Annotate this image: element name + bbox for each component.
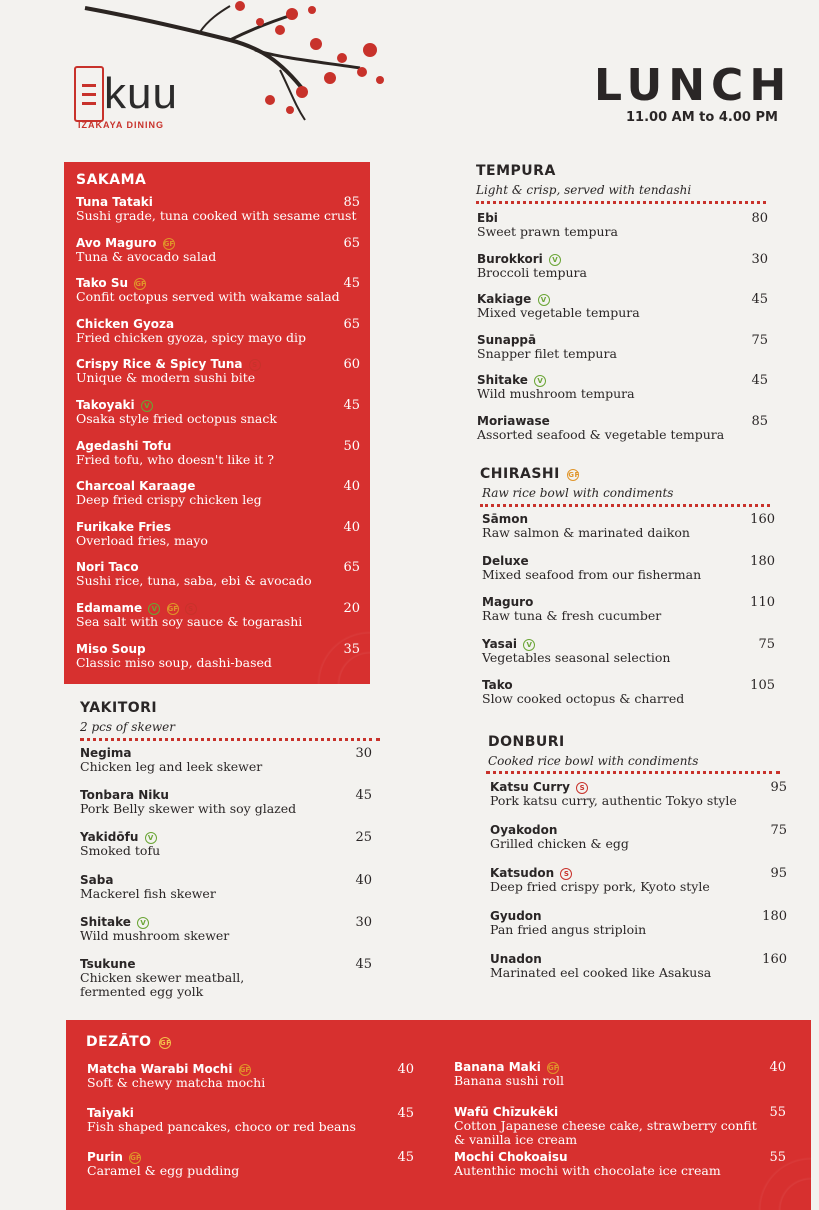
- tempura-divider: [476, 201, 766, 204]
- menu-item-price: 85: [343, 195, 360, 210]
- menu-item-price: 30: [355, 914, 372, 930]
- menu-item-name: Tsukune: [80, 957, 136, 971]
- menu-item-description: Broccoli tempura: [477, 264, 587, 280]
- menu-item-description: Osaka style fried octopus snack: [76, 411, 277, 426]
- menu-item-description: Sweet prawn tempura: [477, 224, 618, 239]
- menu-item-price: 65: [343, 560, 360, 576]
- menu-item-name: Katsudon: [490, 866, 555, 880]
- menu-item-price: 110: [750, 595, 775, 610]
- brand-name: kuu: [104, 69, 178, 118]
- menu-item: [76, 642, 272, 670]
- menu-item-description: Banana sushi roll: [454, 1073, 565, 1088]
- lunch-hours: 11.00 AM to 4.00 PM: [626, 110, 778, 125]
- brand-tagline: IZAKAYA DINING: [78, 120, 165, 130]
- menu-item-name: Sunappā: [477, 332, 537, 347]
- menu-item-description: Deep fried crispy chicken leg: [76, 492, 262, 508]
- menu-item-name: Miso Soup: [76, 641, 146, 656]
- menu-item: [490, 909, 646, 937]
- menu-item-price: 35: [343, 641, 360, 657]
- menu-item: [76, 276, 340, 304]
- chirashi-divider: [480, 504, 770, 507]
- menu-item-description: Unique & modern sushi bite: [76, 370, 256, 386]
- menu-item-name: Yasai: [482, 636, 518, 651]
- menu-item-price: 40: [769, 1060, 786, 1075]
- menu-item-name: Purin: [87, 1150, 123, 1164]
- menu-item: [454, 1060, 564, 1088]
- menu-item-name: Saba: [80, 872, 114, 887]
- menu-item-description: Sushi grade, tuna cooked with sesame crust: [76, 208, 357, 223]
- menu-item-description: Wild mushroom skewer: [80, 927, 230, 943]
- menu-item-name: Burokkori: [477, 251, 543, 266]
- menu-item-description: Pan fried angus striploin: [490, 922, 647, 937]
- menu-item: [87, 1150, 239, 1178]
- menu-item-name: Charcoal Karaage: [76, 479, 196, 494]
- menu-item-price: 95: [770, 866, 787, 881]
- menu-item-description: Chicken leg and leek skewer: [80, 759, 263, 774]
- menu-item-price: 160: [762, 952, 787, 967]
- menu-item-description: Sushi rice, tuna, saba, ebi & avocado: [76, 573, 312, 589]
- menu-item-price: 160: [750, 512, 775, 527]
- menu-item-description: Grilled chicken & egg: [490, 836, 629, 851]
- menu-item-description: Mixed seafood from our fisherman: [482, 566, 702, 582]
- menu-item-name: Banana Maki: [454, 1060, 541, 1074]
- menu-item-name: Shitake: [80, 914, 131, 929]
- menu-item: [454, 1150, 721, 1178]
- tempura-title: TEMPURA: [476, 163, 556, 179]
- menu-item: [482, 554, 701, 582]
- menu-item: [76, 317, 306, 345]
- menu-item-name: Wafū Chīzukēki: [454, 1105, 559, 1119]
- menu-item: [76, 439, 274, 467]
- spicy-icon: S: [249, 359, 261, 371]
- menu-item-name: Mochi Chokoaisu: [454, 1150, 568, 1164]
- menu-item-price: 20: [343, 601, 360, 616]
- menu-item-name: Kakiage: [477, 292, 532, 306]
- menu-item-price: 80: [751, 211, 768, 226]
- menu-item-name: Negima: [80, 746, 132, 760]
- menu-item-description: Fish shaped pancakes, choco or red beans: [87, 1119, 356, 1134]
- menu-item: [477, 292, 640, 320]
- menu-item: [490, 952, 711, 980]
- menu-item: [490, 823, 629, 851]
- chirashi-subtitle: Raw rice bowl with condiments: [482, 486, 674, 500]
- spicy-icon: S: [185, 603, 197, 615]
- menu-item-name: Maguro: [482, 595, 534, 609]
- menu-item-description: Sea salt with soy sauce & togarashi: [76, 614, 303, 629]
- gluten-free-icon: GF: [163, 239, 175, 248]
- menu-item-description: Caramel & egg pudding: [87, 1163, 240, 1178]
- vegetarian-icon: V: [148, 603, 160, 615]
- menu-item-price: 55: [769, 1105, 786, 1120]
- donburi-subtitle: Cooked rice bowl with condiments: [488, 754, 699, 768]
- menu-item-description: Chicken skewer meatball,: [80, 970, 245, 985]
- vegetarian-icon: V: [534, 375, 546, 387]
- chirashi-title: CHIRASHI GF: [480, 466, 580, 482]
- menu-item-price: 40: [343, 479, 360, 495]
- menu-item-description: Mixed vegetable tempura: [477, 305, 640, 320]
- menu-item: [80, 873, 216, 901]
- menu-item: [490, 866, 710, 894]
- vegetarian-icon: V: [523, 639, 535, 651]
- menu-item-price: 55: [769, 1150, 786, 1165]
- menu-item-price: 45: [343, 398, 360, 413]
- menu-item-price: 45: [751, 292, 768, 307]
- menu-item-name: Tako: [482, 678, 513, 692]
- menu-item: [477, 333, 617, 361]
- menu-item-price: 65: [343, 316, 360, 332]
- menu-item: [482, 595, 661, 623]
- menu-item: [80, 788, 296, 816]
- yakitori-subtitle: 2 pcs of skewer: [80, 720, 175, 734]
- menu-item-description: Deep fried crispy pork, Kyoto style: [490, 879, 710, 894]
- menu-item: [482, 678, 684, 706]
- menu-item: [76, 601, 302, 629]
- menu-item-name: Crispy Rice & Spicy Tuna: [76, 357, 243, 372]
- menu-item-name: Edamame: [76, 601, 143, 615]
- menu-item-description: Cotton Japanese cheese cake, strawberry confit: [454, 1118, 757, 1133]
- vegetarian-icon: V: [538, 294, 550, 306]
- sakama-title: SAKAMA: [76, 172, 147, 188]
- menu-item-price: 45: [397, 1106, 414, 1121]
- gluten-free-icon: GF: [167, 605, 179, 613]
- menu-item-price: 30: [355, 746, 372, 761]
- menu-item-price: 45: [751, 373, 768, 388]
- menu-item-name: Chicken Gyoza: [76, 316, 175, 331]
- vegetarian-icon: V: [137, 917, 149, 929]
- menu-item-description: Raw salmon & marinated daikon: [482, 525, 690, 540]
- menu-item: [76, 236, 216, 264]
- menu-item-price: 180: [750, 553, 775, 569]
- menu-item-price: 40: [343, 519, 360, 535]
- yakitori-divider: [80, 738, 380, 741]
- donburi-divider: [486, 771, 780, 774]
- menu-item-description: Wild mushroom tempura: [477, 386, 635, 401]
- menu-item-description: Fried chicken gyoza, spicy mayo dip: [76, 329, 306, 345]
- page-title: LUNCH: [594, 60, 793, 111]
- vegetarian-icon: V: [141, 400, 153, 412]
- menu-item: [477, 414, 724, 442]
- gluten-free-icon: GF: [239, 1066, 251, 1074]
- gluten-free-icon: GF: [548, 1064, 559, 1072]
- tempura-subtitle: Light & crisp, served with tendashi: [476, 183, 692, 197]
- gluten-free-icon: GF: [159, 1039, 172, 1047]
- menu-item: [477, 373, 635, 401]
- menu-item: [87, 1062, 265, 1090]
- menu-item-price: 105: [750, 678, 775, 693]
- menu-item: [76, 520, 208, 548]
- menu-item: [477, 211, 618, 239]
- menu-item: [87, 1106, 356, 1134]
- menu-item-description: Mackerel fish skewer: [80, 885, 216, 901]
- menu-item-name: Furikake Fries: [76, 519, 171, 534]
- dezato-title: DEZĀTO GF: [86, 1034, 172, 1050]
- menu-item-description: Marinated eel cooked like Asakusa: [490, 965, 712, 980]
- menu-item: [76, 560, 312, 588]
- spicy-icon: S: [560, 868, 572, 880]
- menu-item-description: fermented egg yolk: [80, 984, 204, 999]
- menu-item-description: Pork Belly skewer with soy glazed: [80, 801, 297, 817]
- menu-item-description: Fried tofu, who doesn't like it ?: [76, 451, 274, 467]
- menu-item: [76, 195, 357, 223]
- menu-item-price: 95: [770, 780, 787, 795]
- menu-item-name: Nori Taco: [76, 560, 139, 575]
- menu-item-name: Tonbara Niku: [80, 788, 169, 803]
- menu-item-name: Taiyaki: [87, 1106, 134, 1120]
- menu-item-description: Smoked tofu: [80, 843, 161, 859]
- menu-item-price: 65: [343, 235, 360, 251]
- gluten-free-icon: GF: [568, 471, 580, 479]
- menu-item: [80, 746, 262, 774]
- menu-item-price: 40: [355, 872, 372, 888]
- menu-item-price: 60: [343, 357, 360, 373]
- menu-item-name: Moriawase: [477, 413, 550, 428]
- menu-item: [482, 512, 690, 540]
- menu-item: [76, 479, 262, 507]
- donburi-title: DONBURI: [488, 734, 565, 750]
- logo-mark: [74, 66, 104, 122]
- menu-item-price: 85: [751, 413, 768, 429]
- menu-item-name: Matcha Warabi Mochi: [87, 1062, 233, 1076]
- menu-item-price: 180: [762, 909, 787, 924]
- menu-item-name: Katsu Curry: [490, 780, 571, 794]
- yakitori-title: YAKITORI: [80, 700, 158, 716]
- menu-item: [477, 252, 587, 280]
- menu-item-price: 45: [343, 276, 360, 292]
- menu-item-name: Deluxe: [482, 553, 529, 568]
- menu-item-description: & vanilla ice cream: [454, 1132, 578, 1147]
- menu-item: [80, 830, 160, 858]
- menu-item: [482, 637, 670, 665]
- menu-item-description: Overload fries, mayo: [76, 532, 208, 548]
- menu-item-price: 45: [355, 788, 372, 804]
- menu-item: [76, 357, 261, 385]
- menu-item-name: Takoyaki: [76, 398, 135, 412]
- menu-item-price: 75: [770, 823, 787, 838]
- menu-item-price: 40: [397, 1062, 414, 1077]
- menu-item-description: Confit octopus served with wakame salad: [76, 289, 340, 305]
- menu-item-name: Sāmon: [482, 512, 529, 526]
- vegetarian-icon: V: [549, 254, 561, 266]
- menu-item-name: Shitake: [477, 373, 528, 387]
- menu-item-price: 50: [343, 438, 360, 454]
- menu-item-description: Autenthic mochi with chocolate ice cream: [454, 1163, 721, 1178]
- menu-item-description: Slow cooked octopus & charred: [482, 691, 685, 706]
- menu-item: [490, 780, 737, 808]
- vegetarian-icon: V: [145, 832, 157, 844]
- spicy-icon: S: [576, 782, 588, 794]
- menu-item-name: Avo Maguro: [76, 235, 157, 250]
- menu-item-description: Vegetables seasonal selection: [482, 649, 671, 665]
- menu-item-name: Oyakodon: [490, 823, 558, 837]
- menu-item-price: 30: [751, 251, 768, 267]
- gluten-free-icon: GF: [130, 1154, 141, 1162]
- menu-item-description: Classic miso soup, dashi-based: [76, 654, 272, 670]
- menu-item: [454, 1105, 757, 1147]
- menu-item-price: 45: [355, 957, 372, 972]
- menu-item-name: Tako Su: [76, 276, 129, 291]
- gluten-free-icon: GF: [135, 280, 146, 289]
- menu-item-name: Unadon: [490, 952, 542, 966]
- menu-item: [80, 957, 244, 999]
- menu-item: [76, 398, 277, 426]
- menu-item-description: Snapper filet tempura: [477, 345, 617, 361]
- menu-item-name: Yakidōfu: [80, 830, 139, 845]
- menu-item-description: Tuna & avocado salad: [76, 248, 217, 264]
- menu-item-price: 25: [355, 830, 372, 846]
- menu-item-name: Agedashi Tofu: [76, 438, 172, 453]
- menu-item: [80, 915, 229, 943]
- menu-item-name: Ebi: [477, 211, 498, 225]
- menu-item-price: 75: [758, 636, 775, 652]
- menu-item-description: Soft & chewy matcha mochi: [87, 1075, 266, 1090]
- menu-item-description: Pork katsu curry, authentic Tokyo style: [490, 793, 737, 808]
- menu-item-name: Gyudon: [490, 909, 542, 923]
- menu-item-description: Raw tuna & fresh cucumber: [482, 608, 662, 623]
- menu-item-name: Tuna Tataki: [76, 195, 153, 209]
- menu-item-price: 45: [397, 1150, 414, 1165]
- menu-item-price: 75: [751, 332, 768, 348]
- menu-item-description: Assorted seafood & vegetable tempura: [477, 426, 725, 442]
